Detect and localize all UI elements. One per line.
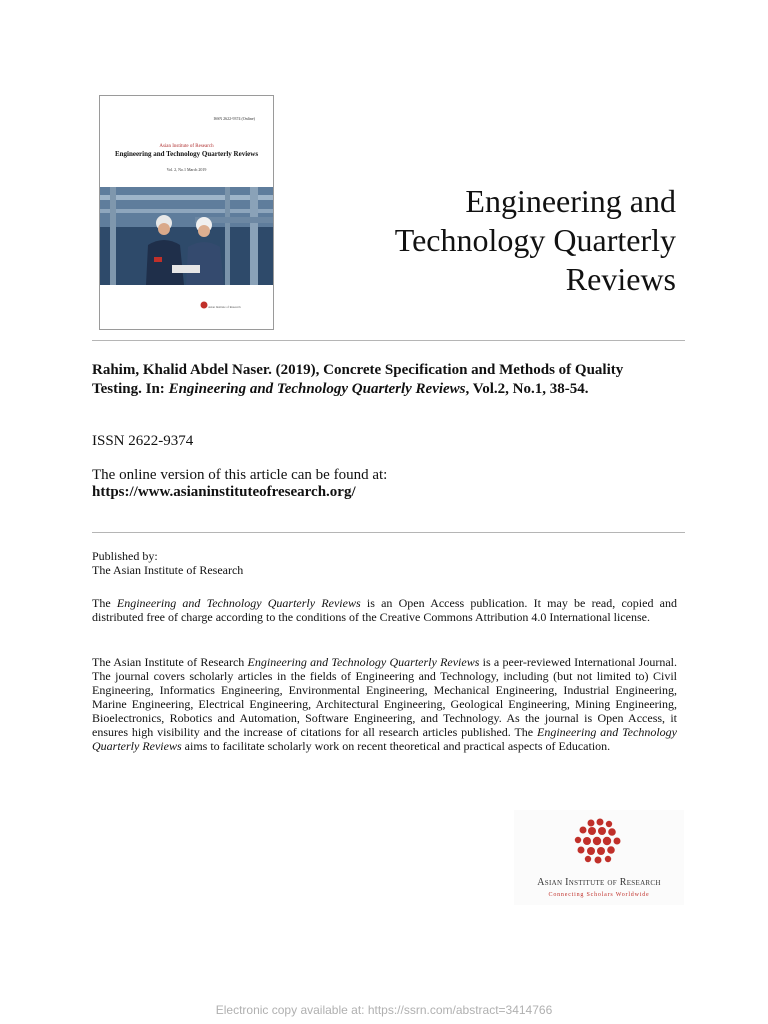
p2-text-c: aims to facilitate scholarly work on recent theoretical and practical aspects of Education.	[181, 739, 611, 753]
journal-title-line1: Engineering and	[465, 183, 676, 219]
publisher	[92, 549, 243, 577]
journal-title	[316, 182, 676, 299]
p2-text-a: The Asian Institute of Research	[92, 655, 248, 669]
p2-journal-2: Engineering and Technology Quarterly Reviews	[92, 725, 677, 753]
p2-journal-1: Engineering and Technology Quarterly Reviews	[247, 655, 480, 669]
online-url-link[interactable]: https://www.asianinstituteofresearch.org/	[92, 484, 356, 500]
publisher-label: Published by:	[92, 549, 158, 563]
cover-issn: ISSN 2622-9374 (Online)	[213, 116, 255, 121]
logo-name: Asian Institute of Research	[537, 877, 661, 888]
cover-volume: Vol. 2, No.1 March 2019	[166, 167, 207, 172]
publisher-name: The Asian Institute of Research	[92, 563, 244, 577]
p1-journal: Engineering and Technology Quarterly Reviews	[116, 596, 361, 610]
journal-title-line2: Technology Quarterly	[394, 222, 676, 258]
citation-journal: Engineering and Technology Quarterly Reviews	[168, 381, 466, 397]
journal-title-line3: Reviews	[565, 261, 676, 297]
journal-cover	[99, 95, 274, 330]
cover-institute: Asian Institute of Research	[159, 144, 214, 149]
p2-text-b: is a peer-reviewed International Journal. The journal covers scholarly articles in the fields of Engineering and Technology, including (but not limited to) Civil Engineering, Informatics Engineering, Environmental Engineering, Mechanical Engineering, Industrial Engineering, Marine Engineering, Electrical Engineering, Architectural Engineering, Geological Engineering, Mining Engineering, Bioelectronics, Robotics and Automation, Software Engineering, and Technology. As the journal is Open Access, it ensures high visibility and the increase of citations for all research articles published. The	[92, 655, 677, 739]
cover-title: Engineering and Technology Quarterly Reviews	[114, 150, 259, 158]
citation-volume: , Vol.2, No.1, 38-54.	[465, 381, 589, 397]
issn: ISSN 2622-9374	[92, 433, 194, 449]
dotted-globe-icon	[571, 817, 625, 867]
open-access-paragraph	[92, 596, 677, 624]
divider-middle	[92, 532, 685, 533]
divider-top	[92, 340, 685, 341]
journal-description-paragraph	[92, 655, 677, 753]
online-version	[92, 467, 387, 501]
cover-logo-text: Asian Institute of Research	[208, 305, 241, 309]
citation	[92, 361, 672, 399]
online-label: The online version of this article can be found at:	[92, 467, 388, 483]
ssrn-footer: Electronic copy available at: https://ssrn.com/abstract=3414766	[215, 1003, 553, 1017]
cover-logo-icon	[200, 301, 208, 309]
cover-photo-engineers	[100, 187, 273, 285]
p1-text-a: The	[92, 596, 117, 610]
logo-tagline: Connecting Scholars Worldwide	[548, 892, 650, 898]
citation-text: Rahim, Khalid Abdel Naser. (2019), Concrete Specification and Methods of Quality Testing. In:	[92, 362, 624, 397]
institute-logo	[514, 810, 684, 905]
p1-text-b: is an Open Access publication. It may be read, copied and distributed free of charge according to the conditions of the Creative Commons Attribution 4.0 International license.	[92, 596, 677, 624]
